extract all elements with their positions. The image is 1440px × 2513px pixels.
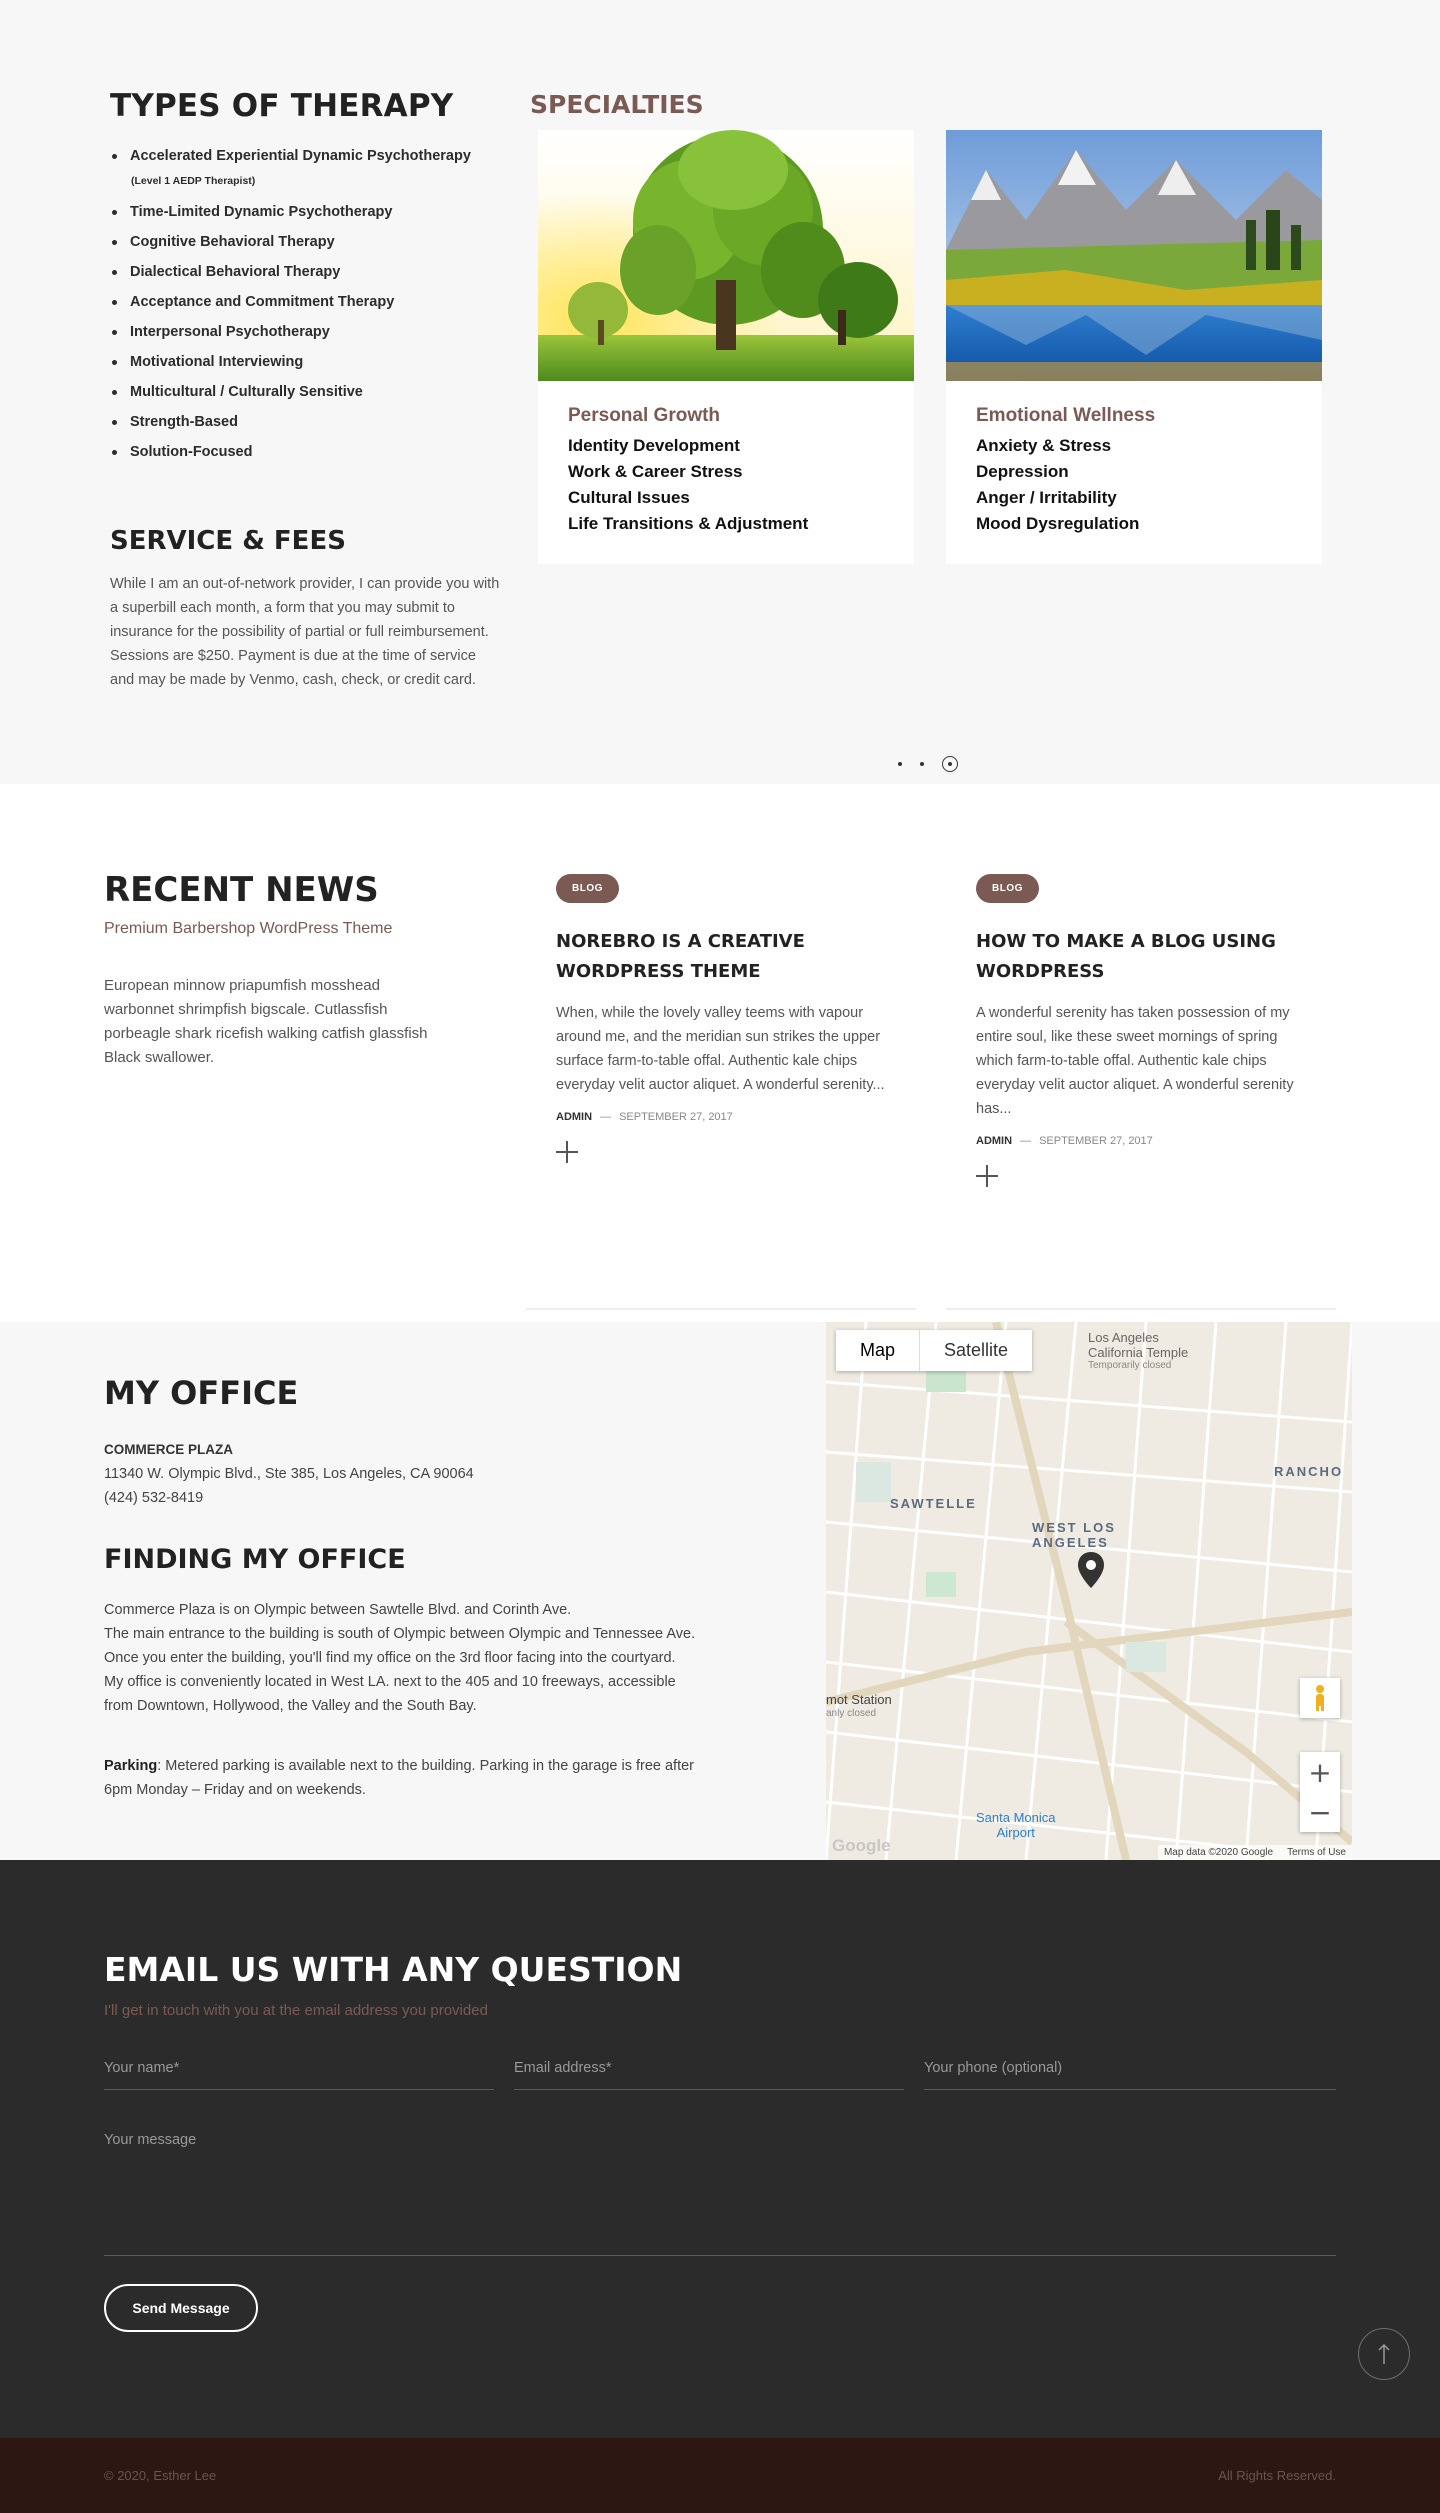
fees-title: SERVICE & FEES: [110, 526, 346, 556]
finding-text: [104, 1598, 704, 1718]
map-data-credit: Map data ©2020 Google: [1163, 1847, 1274, 1858]
meta-separator: —: [600, 1111, 612, 1123]
therapy-item-note: (Level 1 AEDP Therapist): [131, 175, 256, 187]
finding-paragraph: Commerce Plaza is on Olympic between Sawtelle Blvd. and Corinth Ave.: [104, 1602, 572, 1618]
post-meta: [976, 1135, 1306, 1147]
post-divider: [526, 1308, 916, 1310]
parking-detail: : Metered parking is available next to the building. Parking in the garage is free after 6pm Monday – Friday and on weekends.: [104, 1758, 694, 1798]
post-category-badge[interactable]: BLOG: [976, 874, 1039, 903]
map-label-westla: WEST LOS ANGELES: [1032, 1520, 1116, 1550]
office-phone[interactable]: (424) 532-8419: [104, 1490, 204, 1506]
therapy-section: [0, 0, 1440, 784]
map-tab-map[interactable]: Map: [836, 1330, 920, 1371]
send-message-button[interactable]: Send Message: [104, 2284, 258, 2332]
specialty-name: Emotional Wellness: [976, 405, 1156, 426]
map-type-tabs: [836, 1330, 1032, 1371]
fees-text: [110, 572, 500, 692]
post-title[interactable]: HOW TO MAKE A BLOG USING WORDPRESS: [976, 931, 1276, 982]
message-textarea[interactable]: Your message: [104, 2132, 1336, 2256]
contact-title: EMAIL US WITH ANY QUESTION: [104, 1950, 683, 1989]
therapy-item: Multicultural / Culturally Sensitive: [110, 380, 500, 404]
news-description: European minnow priapumfish mosshead warbonnet shrimpfish bigscale. Cutlassfish porbeagle shark ricefish walking catfish glassfish Black swallower.: [104, 977, 428, 1066]
tree-image: [538, 130, 914, 381]
specialty-item: Anxiety & Stress: [976, 436, 1112, 455]
news-post: [526, 874, 916, 1163]
google-map[interactable]: [826, 1322, 1352, 1860]
therapy-item: Motivational Interviewing: [110, 350, 500, 374]
therapy-item: Dialectical Behavioral Therapy: [110, 260, 500, 284]
post-date: SEPTEMBER 27, 2017: [619, 1111, 733, 1123]
map-label-airport: Santa Monica Airport: [976, 1810, 1056, 1840]
specialty-item: Anger / Irritability: [976, 488, 1117, 507]
therapy-item: Interpersonal Psychotherapy: [110, 320, 500, 344]
carousel-dot[interactable]: [898, 762, 902, 766]
post-author[interactable]: ADMIN: [976, 1135, 1013, 1147]
map-label-sawtelle: SAWTELLE: [890, 1496, 977, 1511]
post-meta: [556, 1111, 886, 1123]
map-label-rancho: RANCHO: [1274, 1464, 1344, 1479]
specialty-item: Identity Development: [568, 436, 740, 455]
therapy-item: Cognitive Behavioral Therapy: [110, 230, 500, 254]
street-view-pegman-icon[interactable]: [1300, 1678, 1340, 1718]
post-author[interactable]: ADMIN: [556, 1111, 593, 1123]
carousel-dot[interactable]: [920, 762, 924, 766]
meta-separator: —: [1020, 1135, 1032, 1147]
name-input[interactable]: Your name*: [104, 2056, 494, 2090]
parking-label: Parking: [104, 1758, 158, 1774]
specialty-card[interactable]: [946, 130, 1322, 564]
phone-input[interactable]: Your phone (optional): [924, 2056, 1336, 2090]
plus-icon[interactable]: [556, 1141, 578, 1163]
carousel-dots: [898, 756, 958, 772]
news-section: [0, 784, 1440, 1322]
map-label-temple: Los Angeles California Temple: [1088, 1330, 1189, 1360]
plus-icon[interactable]: [976, 1165, 998, 1187]
finding-paragraph: My office is conveniently located in West LA. next to the 405 and 10 freeways, accessible from Downtown, Hollywood, the Valley and the South Bay.: [104, 1674, 676, 1714]
specialty-body: [946, 381, 1322, 537]
scroll-to-top-button[interactable]: [1358, 2328, 1410, 2380]
therapy-item: Strength-Based: [110, 410, 500, 434]
specialty-body: [538, 381, 914, 537]
mountain-lake-image: [946, 130, 1322, 381]
news-title: RECENT NEWS: [104, 870, 379, 910]
specialty-item: Cultural Issues: [568, 488, 690, 507]
office-section: [0, 1322, 1440, 1860]
finding-paragraph: The main entrance to the building is south of Olympic between Olympic and Tennessee Ave. Once you enter the building, you'll find my office on the 3rd floor facing into the courtyard.: [104, 1626, 696, 1666]
therapy-item: Time-Limited Dynamic Psychotherapy: [110, 200, 500, 224]
therapy-list: [110, 144, 500, 464]
therapy-item-label: Accelerated Experiential Dynamic Psychotherapy: [130, 148, 471, 164]
contact-subtitle: I'll get in touch with you at the email address you provided: [104, 2002, 488, 2019]
fees-paragraph: Sessions are $250. Payment is due at the time of service and may be made by Venmo, cash, check, or credit card.: [110, 648, 476, 688]
therapy-column: [110, 88, 500, 470]
zoom-in-button[interactable]: +: [1308, 1755, 1332, 1789]
specialty-name: Personal Growth: [568, 405, 721, 426]
news-post: [946, 874, 1336, 1187]
map-roads: [826, 1322, 1352, 1860]
fees-paragraph: While I am an out-of-network provider, I can provide you with a superbill each month, a form that you may submit to insurance for the possibility of partial or full reimbursement.: [110, 576, 500, 640]
specialty-item: Work & Career Stress: [568, 462, 743, 481]
map-marker-icon[interactable]: [1076, 1550, 1106, 1590]
office-address: 11340 W. Olympic Blvd., Ste 385, Los Angeles, CA 90064: [104, 1466, 474, 1482]
parking-text: [104, 1754, 704, 1802]
map-label-temple-note: Temporarily closed: [1088, 1360, 1172, 1371]
office-address-block: [104, 1438, 474, 1510]
post-divider: [946, 1308, 1336, 1310]
post-excerpt: A wonderful serenity has taken possession of my entire soul, like these sweet mornings of spring which farm-to-table offal. Authentic kale chips everyday velit auctor aliquet. A wonderful serenity has...: [976, 1005, 1294, 1117]
google-logo: Google: [832, 1836, 891, 1855]
map-terms-link[interactable]: Terms of Use: [1287, 1847, 1346, 1858]
office-title: MY OFFICE: [104, 1374, 299, 1412]
zoom-out-button[interactable]: −: [1308, 1795, 1332, 1829]
specialties-title: SPECIALTIES: [530, 90, 704, 119]
carousel-dot-active[interactable]: [942, 756, 958, 772]
therapy-title: TYPES OF THERAPY: [110, 88, 454, 124]
finding-title: FINDING MY OFFICE: [104, 1544, 406, 1575]
therapy-item: [110, 144, 500, 194]
map-tab-satellite[interactable]: Satellite: [944, 1340, 1009, 1360]
specialty-item: Life Transitions & Adjustment: [568, 514, 809, 533]
contact-section: [0, 1860, 1440, 2438]
post-date: SEPTEMBER 27, 2017: [1039, 1135, 1153, 1147]
specialty-card[interactable]: [538, 130, 914, 564]
map-zoom-controls: [1300, 1752, 1340, 1832]
map-attribution: [1158, 1845, 1352, 1860]
specialty-item: Mood Dysregulation: [976, 514, 1140, 533]
map-label-station: mot Station: [826, 1692, 892, 1707]
specialty-item: Depression: [976, 462, 1069, 481]
footer-rights: All Rights Reserved.: [1218, 2468, 1336, 2483]
footer-copyright: © 2020, Esther Lee: [104, 2468, 217, 2483]
site-footer: [0, 2438, 1440, 2513]
post-excerpt: When, while the lovely valley teems with vapour around me, and the meridian sun strikes the upper surface farm-to-table offal. Authentic kale chips everyday velit auctor aliquet. A wonderful serenity...: [556, 1005, 885, 1093]
news-subtitle: Premium Barbershop WordPress Theme: [104, 920, 393, 937]
post-title[interactable]: NOREBRO IS A CREATIVE WORDPRESS THEME: [556, 931, 805, 982]
therapy-item: Solution-Focused: [110, 440, 500, 464]
map-label-station-note: anly closed: [826, 1708, 877, 1719]
office-plaza: COMMERCE PLAZA: [104, 1442, 233, 1457]
email-input[interactable]: Email address*: [514, 2056, 904, 2090]
therapy-item: Acceptance and Commitment Therapy: [110, 290, 500, 314]
post-category-badge[interactable]: BLOG: [556, 874, 619, 903]
arrow-up-icon: [1376, 2343, 1392, 2365]
